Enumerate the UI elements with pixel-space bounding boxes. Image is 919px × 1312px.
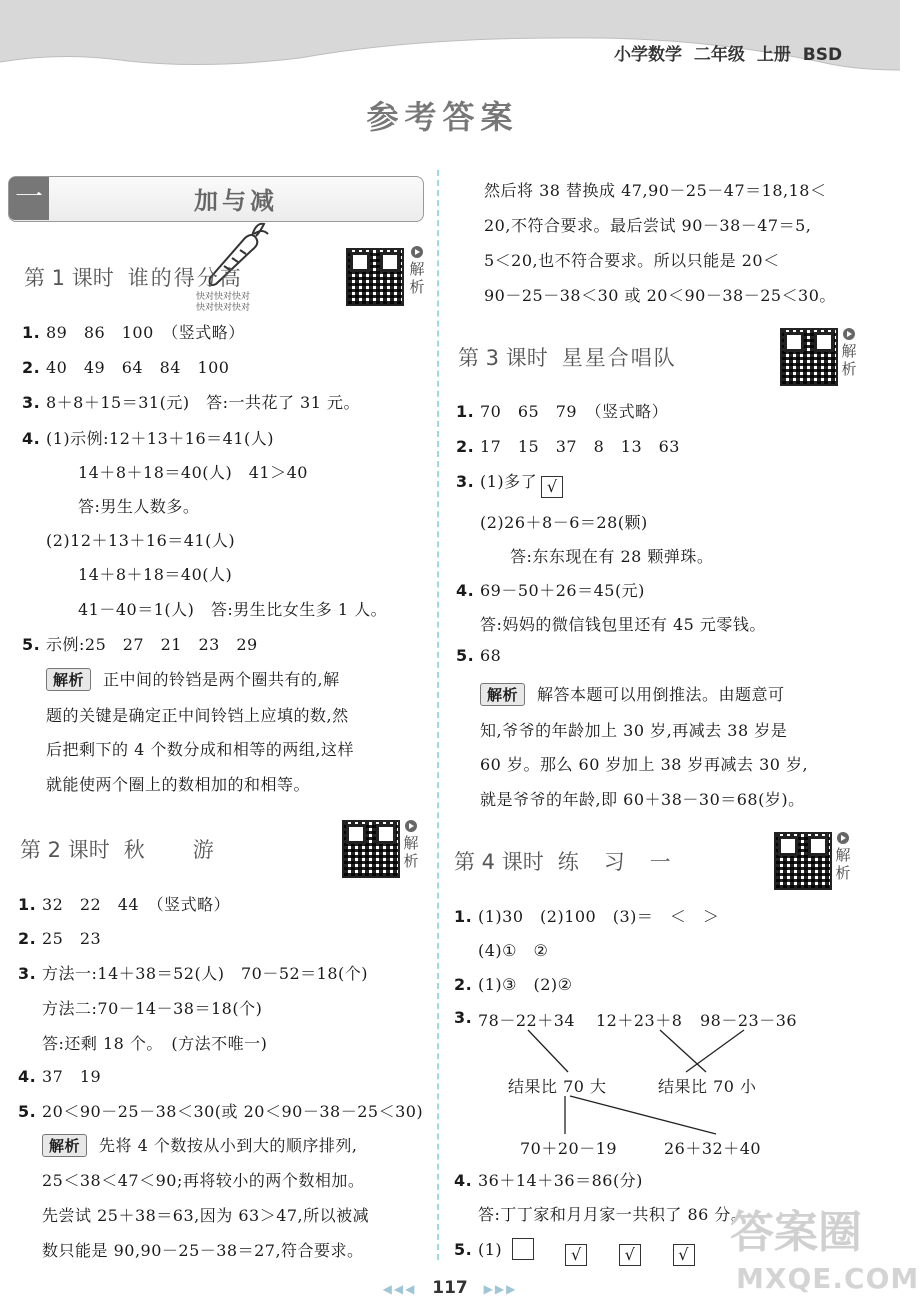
answer-line: 14＋8＋18＝40(人) 41＞40 xyxy=(78,463,308,482)
analysis-line: 后把剩下的 4 个数分成和相等的两组,这样 xyxy=(46,740,354,759)
check-box: √ xyxy=(619,1244,641,1266)
answer-line: (2)12＋13＋16＝41(人) xyxy=(46,531,236,550)
answer-line: 1. 32 22 44 （竖式略） xyxy=(18,895,231,914)
lesson-number: 第 3 课时 xyxy=(458,346,548,370)
answer-line: 41－40＝1(人) 答:男生比女生多 1 人。 xyxy=(78,600,388,619)
left-arrows-icon: ◀◀◀ xyxy=(382,1282,417,1296)
match-expression: 98－23－36 xyxy=(700,1011,798,1030)
answer-line: 5. 20＜90－25－38＜30(或 20＜90－38－25＜30) xyxy=(18,1102,424,1121)
analysis-link[interactable]: 解析 xyxy=(834,832,852,882)
answer-line: 答:东东现在有 28 颗弹珠。 xyxy=(510,547,714,566)
analysis-line: 5＜20,也不符合要求。所以只能是 20＜ xyxy=(484,251,780,270)
check-box: √ xyxy=(673,1244,695,1266)
analysis-line: 解析 先将 4 个数按从小到大的顺序排列, xyxy=(42,1133,357,1157)
analysis-line: 90－25－38＜30 或 20＜90－38－25＜30。 xyxy=(484,286,836,305)
answer-line: 1. 89 86 100 （竖式略） xyxy=(22,323,245,342)
analysis-line: 先尝试 25＋38＝63,因为 63＞47,所以被减 xyxy=(42,1206,370,1225)
analysis-line: 然后将 38 替换成 47,90－25－47＝18,18＜ xyxy=(484,181,827,200)
match-expression: 70＋20－19 xyxy=(520,1139,618,1158)
answer-line: 14＋8＋18＝40(人) xyxy=(78,565,233,584)
answer-line: 1. 70 65 79 （竖式略） xyxy=(456,402,669,421)
answer-line: 2. 25 23 xyxy=(18,929,102,948)
mascot-caption-line: 快对快对快对 xyxy=(196,292,251,302)
analysis-line: 数只能是 90,90－25－38＝27,符合要求。 xyxy=(42,1241,364,1260)
answer-line: 5. (1) √ √ √ xyxy=(454,1238,699,1266)
header-edition: BSD xyxy=(802,45,843,65)
analysis-line: 题的关键是确定正中间铃铛上应填的数,然 xyxy=(46,706,349,725)
match-expression: 12＋23＋8 xyxy=(596,1011,683,1030)
analysis-line: 知,爷爷的年龄加上 30 岁,再减去 38 岁是 xyxy=(480,721,788,740)
answer-line: 4. 69－50＋26＝45(元) xyxy=(456,581,645,600)
lesson-name: 秋 游 xyxy=(123,838,216,862)
answer-line: 4. 37 19 xyxy=(18,1067,102,1086)
analysis-line: 就能使两个圈上的数相加的和相等。 xyxy=(46,775,311,794)
analysis-link[interactable]: 解析 xyxy=(840,328,858,378)
answer-line: (4)① ② xyxy=(478,941,549,960)
lesson-name: 练 习 一 xyxy=(557,850,673,874)
answer-line: 答:男生人数多。 xyxy=(78,497,200,516)
answer-line: 2. (1)③ (2)② xyxy=(454,975,573,994)
lesson-number: 第 2 课时 xyxy=(20,838,110,862)
watermark-url: MXQE.COM xyxy=(736,1262,919,1295)
answer-line: (2)26＋8－6＝28(颗) xyxy=(480,513,648,532)
check-box: √ xyxy=(541,476,563,498)
answer-line: 4. 36＋14＋36＝86(分) xyxy=(454,1171,643,1190)
match-expression: 26＋32＋40 xyxy=(664,1139,762,1158)
analysis-line: 解析 正中间的铃铛是两个圈共有的,解 xyxy=(46,667,340,691)
lesson-name: 星星合唱队 xyxy=(561,346,677,370)
answer-line: 3. 方法一:14＋38＝52(人) 70－52＝18(个) xyxy=(18,964,369,983)
page-number: 117 xyxy=(432,1278,468,1298)
header-volume: 上册 xyxy=(756,45,791,65)
analysis-line: 25＜38＜47＜90;再将较小的两个数相加。 xyxy=(42,1171,365,1190)
answer-line: 答:丁丁家和月月家一共积了 86 分。 xyxy=(478,1205,748,1224)
answer-line: 3. 8＋8＋15＝31(元) 答:一共花了 31 元。 xyxy=(22,393,360,412)
page-title: 参考答案 xyxy=(366,98,519,136)
right-arrows-icon: ▶▶▶ xyxy=(483,1282,518,1296)
analysis-line: 20,不符合要求。最后尝试 90－38－47＝5, xyxy=(484,216,812,235)
answer-line: 3. (1)多了 √ xyxy=(456,469,567,498)
analysis-tag: 解析 xyxy=(480,683,525,706)
analysis-line: 60 岁。那么 60 岁加上 38 岁再减去 30 岁, xyxy=(480,755,809,774)
unit-number: 一 xyxy=(9,177,49,220)
answer-line: 1. (1)30 (2)100 (3)＝ ＜ ＞ xyxy=(454,907,720,926)
mascot-caption-line: 快对快对快对 xyxy=(196,303,251,313)
check-box-empty xyxy=(512,1238,534,1260)
answer-line: 答:还剩 18 个。 (方法不唯一) xyxy=(42,1034,268,1053)
match-category: 结果比 70 大 xyxy=(508,1077,607,1096)
answer-line: 4. (1)示例:12＋13＋16＝41(人) xyxy=(22,429,274,448)
analysis-line: 就是爷爷的年龄,即 60＋38－30＝68(岁)。 xyxy=(480,790,805,809)
match-category: 结果比 70 小 xyxy=(658,1077,757,1096)
analysis-link[interactable]: 解析 xyxy=(402,820,420,870)
analysis-tag: 解析 xyxy=(42,1134,87,1157)
watermark-logo: 答案圈 xyxy=(730,1207,862,1258)
header-subject: 小学数学 xyxy=(614,45,682,65)
answer-line: 3. xyxy=(454,1008,473,1027)
analysis-link[interactable]: 解析 xyxy=(408,246,426,296)
unit-title: 加与减 xyxy=(194,187,278,215)
answer-line: 5. 68 xyxy=(456,646,502,665)
analysis-tag: 解析 xyxy=(46,668,91,691)
match-expression: 78－22＋34 xyxy=(478,1011,576,1030)
check-box: √ xyxy=(565,1244,587,1266)
answer-line: 2. 40 49 64 84 100 xyxy=(22,358,230,377)
answer-line: 5. 示例:25 27 21 23 29 xyxy=(22,635,258,654)
lesson-number: 第 4 课时 xyxy=(454,850,544,874)
lesson-name: 谁的得分高 xyxy=(127,266,243,290)
answer-line: 2. 17 15 37 8 13 63 xyxy=(456,437,680,456)
answer-line: 答:妈妈的微信钱包里还有 45 元零钱。 xyxy=(480,615,766,634)
analysis-line: 解析 解答本题可以用倒推法。由题意可 xyxy=(480,682,785,706)
header-grade: 二年级 xyxy=(693,45,745,65)
answer-line: 方法二:70－14－38＝18(个) xyxy=(42,999,263,1018)
lesson-number: 第 1 课时 xyxy=(24,266,114,290)
